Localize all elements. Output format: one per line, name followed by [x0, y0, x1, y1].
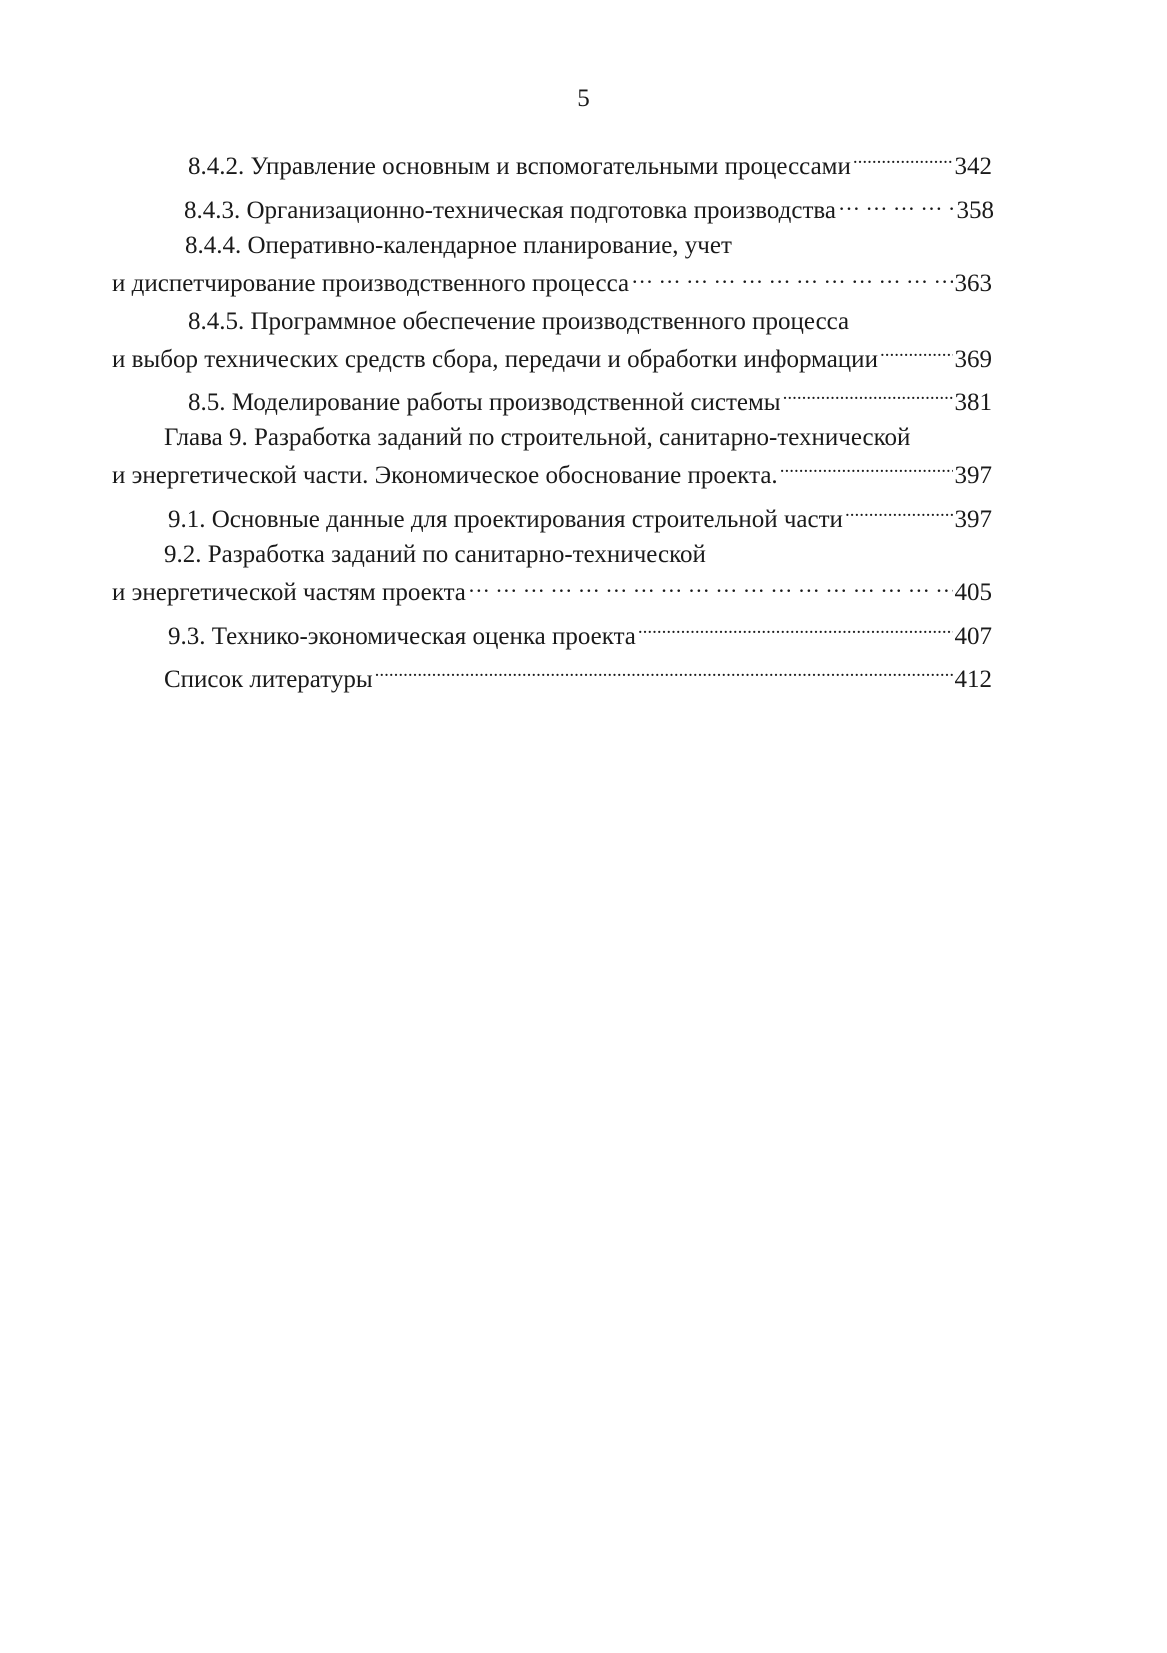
toc-entry-bibliography[interactable]	[164, 657, 992, 693]
dot-leader	[631, 261, 952, 291]
dot-leader	[375, 657, 953, 687]
toc-entry-page: 397	[954, 462, 992, 489]
toc-entry-title: и выбор технических средств сбора, передачи и обработки информации	[112, 346, 878, 373]
toc-entry-first-line: 9.2. Разработка заданий по санитарно-технической	[164, 541, 706, 568]
toc-entry-title: и диспетчирование производственного процесса	[112, 270, 630, 297]
page-number: 5	[577, 85, 590, 112]
toc-entry-title: 8.4.3. Организационно-техническая подготовка производства	[184, 197, 836, 224]
toc-entry-page: 405	[954, 579, 992, 606]
toc-entry-page: 407	[954, 623, 992, 650]
dot-leader	[780, 453, 953, 483]
toc-entry-first-line: Глава 9. Разработка заданий по строительной, санитарно-технической	[164, 424, 911, 451]
toc-entry-8-5[interactable]	[188, 380, 992, 416]
toc-entry-chapter-9[interactable]	[112, 453, 992, 489]
toc-entry-page: 412	[954, 666, 992, 693]
toc-entry-9-2[interactable]	[112, 570, 992, 606]
dot-leader	[880, 337, 953, 367]
toc-entry-9-1[interactable]	[168, 497, 992, 533]
dot-leader	[783, 380, 953, 410]
toc-entry-page: 381	[954, 389, 992, 416]
dot-leader	[468, 570, 953, 600]
toc-entry-page: 397	[954, 506, 992, 533]
toc-entry-title: и энергетической частям проекта	[112, 579, 466, 606]
toc-entry-page: 358	[956, 197, 994, 224]
toc-entry-page: 342	[954, 153, 992, 180]
toc-entry-8-4-5[interactable]	[112, 337, 992, 373]
toc-entry-title: 8.4.2. Управление основным и вспомогательными процессами	[188, 153, 851, 180]
toc-entry-title: Список литературы	[164, 666, 373, 693]
toc-entry-title: и энергетической части. Экономическое обоснование проекта.	[112, 462, 778, 489]
toc-entry-page: 369	[954, 346, 992, 373]
toc-entry-page: 363	[954, 270, 992, 297]
toc-entry-title: 8.5. Моделирование работы производственной системы	[188, 389, 781, 416]
dot-leader	[853, 144, 953, 174]
toc-entry-first-line: 8.4.5. Программное обеспечение производственного процесса	[188, 308, 850, 335]
toc-entry-first-line: 8.4.4. Оперативно-календарное планирование, учет	[185, 232, 732, 259]
toc-entry-title: 9.1. Основные данные для проектирования строительной части	[168, 506, 843, 533]
dot-leader	[638, 614, 953, 644]
dot-leader	[845, 497, 953, 527]
toc-entry-8-4-4[interactable]	[112, 261, 992, 297]
toc-entry-title: 9.3. Технико-экономическая оценка проекта	[168, 623, 636, 650]
toc-entry-9-3[interactable]	[168, 614, 992, 650]
toc-entry-8-4-3[interactable]	[184, 188, 994, 224]
dot-leader	[838, 188, 955, 218]
toc-entry-8-4-2[interactable]	[188, 144, 992, 180]
